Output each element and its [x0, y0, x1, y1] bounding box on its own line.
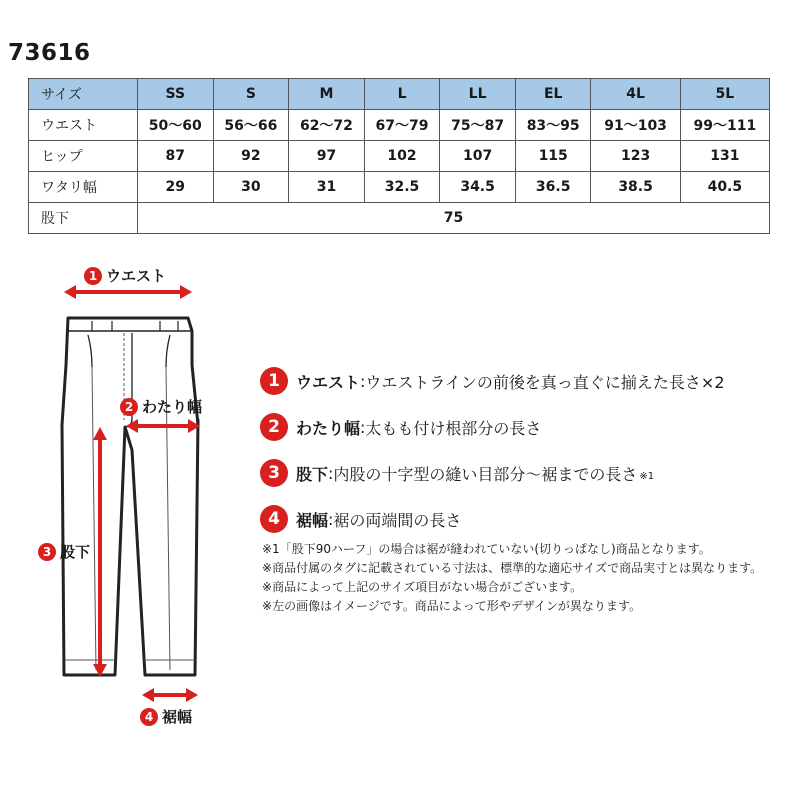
desc-colon: : [360, 417, 366, 437]
table-cell: 123 [591, 141, 680, 172]
table-cell: 99〜111 [680, 110, 769, 141]
desc-term: 裾幅 [296, 510, 329, 530]
table-cell: 62〜72 [289, 110, 365, 141]
table-cell: 115 [515, 141, 591, 172]
measurement-descriptions [260, 358, 790, 542]
desc-colon: : [328, 463, 334, 483]
list-item [260, 404, 790, 450]
table-cell: 107 [440, 141, 516, 172]
table-cell: 83〜95 [515, 110, 591, 141]
desc-text: 裾の両端間の長さ [333, 510, 462, 530]
footnote-mark: ※1 [262, 542, 280, 556]
table-cell: 38.5 [591, 172, 680, 203]
table-cell: 92 [213, 141, 289, 172]
list-item [260, 496, 790, 542]
footnote-text: 商品付属のタグに記載されている寸法は、標準的な適応サイズで商品実寸とは異なります。 [272, 561, 763, 575]
size-col-4l: 4L [591, 79, 680, 110]
label-text: ウエスト [106, 267, 167, 285]
hem-label [140, 706, 192, 727]
size-col-ll: LL [440, 79, 516, 110]
table-cell: 56〜66 [213, 110, 289, 141]
size-table [28, 78, 770, 234]
desc-text: 内股の十字型の縫い目部分〜裾までの長さ [333, 464, 638, 484]
table-cell: 30 [213, 172, 289, 203]
table-row-thigh [29, 172, 770, 203]
desc-text: 太もも付け根部分の長さ [365, 418, 542, 438]
table-cell: 75〜87 [440, 110, 516, 141]
footnote-text: 左の画像はイメージです。商品によって形やデザインが異なります。 [272, 599, 641, 613]
pants-illustration [0, 255, 250, 735]
table-cell: 97 [289, 141, 365, 172]
table-cell: 32.5 [364, 172, 440, 203]
waist-arrow [64, 285, 192, 299]
table-row-inseam [29, 203, 770, 234]
list-item [260, 358, 790, 404]
table-cell: 102 [364, 141, 440, 172]
desc-term: わたり幅 [296, 418, 361, 438]
desc-colon: : [360, 371, 366, 391]
footnotes [262, 540, 787, 616]
hem-arrow [142, 688, 198, 702]
size-header-label: サイズ [29, 79, 138, 110]
footnote [262, 597, 787, 616]
table-cell: 31 [289, 172, 365, 203]
row-label: 股下 [29, 203, 138, 234]
size-col-l: L [364, 79, 440, 110]
product-code: 73616 [8, 40, 91, 66]
table-cell: 36.5 [515, 172, 591, 203]
footnote-text: 商品によって上記のサイズ項目がない場合がございます。 [272, 580, 583, 594]
desc-colon: : [328, 509, 334, 529]
desc-term: 股下 [296, 464, 329, 484]
table-cell: 67〜79 [364, 110, 440, 141]
size-col-5l: 5L [680, 79, 769, 110]
size-col-el: EL [515, 79, 591, 110]
pants-diagram [0, 255, 250, 735]
footnote-mark: ※ [262, 561, 273, 575]
number-badge: 3 [38, 543, 56, 561]
number-badge: 1 [260, 367, 288, 395]
inseam-label [38, 541, 90, 562]
size-header-row [29, 79, 770, 110]
label-text: わたり幅 [142, 398, 203, 416]
number-badge: 1 [84, 267, 102, 285]
row-label: ワタリ幅 [29, 172, 138, 203]
footnote-text: 「股下90ハーフ」の場合は裾が縫われていない(切りっぱなし)商品となります。 [279, 542, 711, 556]
list-item [260, 450, 790, 496]
table-row-hip [29, 141, 770, 172]
number-badge: 4 [140, 708, 158, 726]
number-badge: 2 [260, 413, 288, 441]
label-text: 裾幅 [162, 708, 193, 726]
footnote-mark: ※ [262, 599, 273, 613]
desc-text: ウエストラインの前後を真っ直ぐに揃えた長さ×2 [365, 372, 725, 392]
footnote [262, 540, 787, 559]
row-label: ヒップ [29, 141, 138, 172]
table-cell: 131 [680, 141, 769, 172]
footnote-mark: ※ [262, 580, 273, 594]
table-cell: 91〜103 [591, 110, 680, 141]
number-badge: 4 [260, 505, 288, 533]
table-cell: 50〜60 [138, 110, 214, 141]
thigh-label [120, 396, 202, 417]
table-cell: 87 [138, 141, 214, 172]
size-col-s: S [213, 79, 289, 110]
row-label: ウエスト [29, 110, 138, 141]
size-col-ss: SS [138, 79, 214, 110]
footnote [262, 559, 787, 578]
desc-note: ※1 [639, 470, 655, 482]
number-badge: 3 [260, 459, 288, 487]
table-cell: 29 [138, 172, 214, 203]
table-row-waist [29, 110, 770, 141]
desc-term: ウエスト [296, 372, 361, 392]
footnote [262, 578, 787, 597]
table-cell: 40.5 [680, 172, 769, 203]
waist-label [84, 265, 166, 286]
label-text: 股下 [60, 543, 91, 561]
table-cell-inseam: 75 [138, 203, 770, 234]
table-cell: 34.5 [440, 172, 516, 203]
number-badge: 2 [120, 398, 138, 416]
size-col-m: M [289, 79, 365, 110]
